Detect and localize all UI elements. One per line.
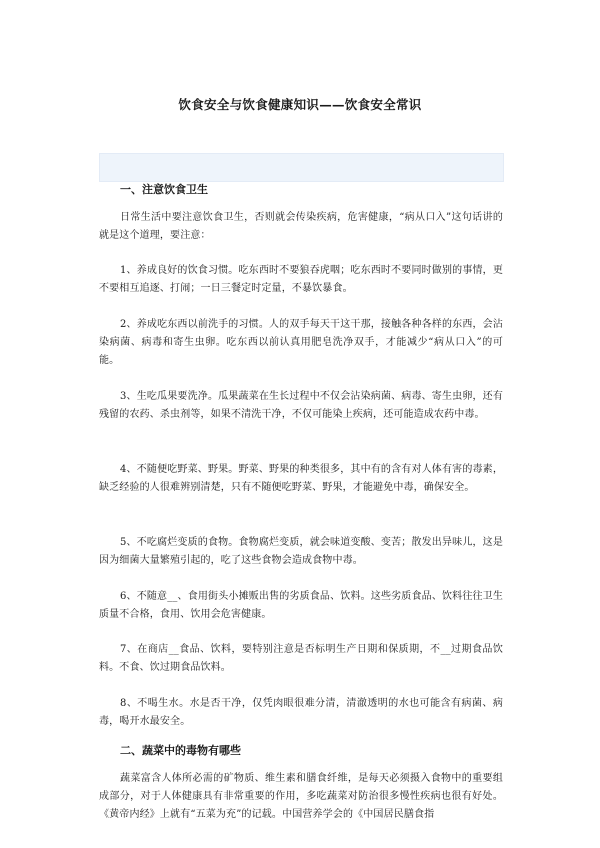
list-item: 5、不吃腐烂变质的食物。食物腐烂变质，就会味道变酸、变苦；散发出异味儿，这是因为细菌大量繁殖引起的，吃了这些食物会造成食物中毒。 bbox=[99, 537, 503, 566]
list-item: 2、养成吃东西以前洗手的习惯。人的双手每天干这干那，接触各种各样的东西，会沾染病菌、病毒和寄生虫卵。吃东西以前认真用肥皂洗净双手，才能减少“病从口入”的可能。 bbox=[99, 319, 503, 366]
list-item: 8、不喝生水。水是否干净，仅凭肉眼很难分清，清澈透明的水也可能含有病菌、病毒，喝开水最安全。 bbox=[99, 698, 503, 727]
list-item: 7、在商店__食品、饮料，要特别注意是否标明生产日期和保质期，不__过期食品饮料。不食、饮过期食品饮料。 bbox=[99, 644, 503, 673]
list-item: 6、不随意__、食用街头小摊贩出售的劣质食品、饮料。这些劣质食品、饮料往往卫生质量不合格，食用、饮用会危害健康。 bbox=[99, 591, 503, 620]
list-item: 3、生吃瓜果要洗净。瓜果蔬菜在生长过程中不仅会沾染病菌、病毒、寄生虫卵，还有残留的农药、杀虫剂等，如果不清洗干净，不仅可能染上疾病，还可能造成农药中毒。 bbox=[99, 391, 503, 420]
header-banner bbox=[99, 153, 504, 182]
document-title: 饮食安全与饮食健康知识——饮食安全常识 bbox=[178, 97, 422, 112]
list-item: 4、不随便吃野菜、野果。野菜、野果的种类很多，其中有的含有对人体有害的毒素，缺乏经验的人很难辨别清楚，只有不随便吃野菜、野果，才能避免中毒，确保安全。 bbox=[99, 464, 503, 493]
section-heading-vegetable-toxins: 二、蔬菜中的毒物有哪些 bbox=[120, 744, 241, 757]
section1-intro: 日常生活中要注意饮食卫生，否则就会传染疾病，危害健康，“病从口入”这句话讲的就是这个道理，要注意： bbox=[99, 212, 503, 241]
section-heading-hygiene: 一、注意饮食卫生 bbox=[120, 183, 208, 196]
section2-intro: 蔬菜富含人体所必需的矿物质、维生素和膳食纤维，是每天必须摄入食物中的重要组成部分，对于人体健康具有非常重要的作用，多吃蔬菜对防治很多慢性疾病也很有好处。《黄帝内经》上就有“五菜为充”的记载。中国营养学会的《中国居民膳食指 bbox=[99, 773, 503, 820]
list-item: 1、养成良好的饮食习惯。吃东西时不要狼吞虎咽；吃东西时不要同时做别的事情，更不要相互追逐、打闹；一日三餐定时定量，不暴饮暴食。 bbox=[99, 265, 503, 294]
